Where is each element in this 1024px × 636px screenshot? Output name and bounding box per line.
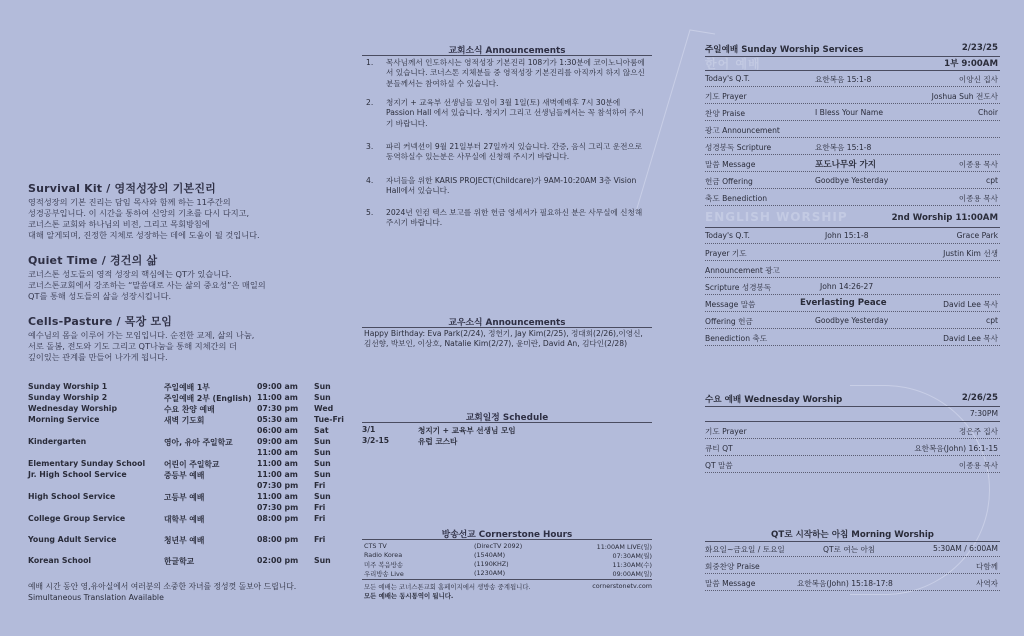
morning-head-row: 화요일~금요일 / 토요일 QT로 여는 아침 5:30AM / 6:00AM xyxy=(705,541,1000,557)
order-row: 광고 Announcement xyxy=(705,122,1000,138)
order-row: QT 말씀 이종용 목사 xyxy=(705,457,1000,473)
cells-line: 예수님의 몸을 이루어 가는 모임입니다. 순전한 교제, 삶의 나눔, xyxy=(28,330,255,340)
schedule-row: Korean School 한글학교 02:00 pm Sun xyxy=(28,556,331,566)
schedule-row: Morning Service 새벽 기도회 05:30 am Tue-Fri xyxy=(28,415,344,425)
divider xyxy=(362,422,652,423)
order-row: Prayer 기도 Justin Kim 선생 xyxy=(705,245,1000,261)
divider xyxy=(362,55,652,56)
survival-kit-title: Survival Kit / 영적성장의 기본진리 xyxy=(28,182,217,195)
broadcast-row: 미주 복음방송 (1190KHZ) 11:30AM(수) xyxy=(364,560,652,569)
quiet-time-section xyxy=(28,252,328,302)
translation-note: Simultaneous Translation Available xyxy=(28,593,164,602)
broadcast-note-2: 모든 예배는 동시통역이 됩니다. xyxy=(364,592,454,600)
broadcast-row: CTS TV (DirecTV 2092) 11:00AM LIVE(일) xyxy=(364,542,652,551)
divider xyxy=(362,539,652,540)
order-row: Announcement 광고 xyxy=(705,262,1000,278)
order-row: 말씀 Message 요한복음(John) 15:18-17:8 사역자 xyxy=(705,575,1000,591)
order-row: Benediction 축도 David Lee 목사 xyxy=(705,330,1000,346)
schedule-row: Wednesday Worship 수요 찬양 예배 07:30 pm Wed xyxy=(28,404,334,414)
member-news-title: 교우소식 Announcements xyxy=(448,318,566,328)
order-row: 기도 Prayer 정은주 집사 xyxy=(705,423,1000,439)
schedule-row: Kindergarten 영아, 유아 주일학교 09:00 am Sun xyxy=(28,437,331,447)
order-row: Offering 헌금 Goodbye Yesterday cpt xyxy=(705,313,1000,329)
schedule-row: 06:00 am Sat xyxy=(257,426,329,435)
calendar-row: 3/2-15 유럽 코스타 xyxy=(362,436,458,446)
right-column xyxy=(705,0,1000,636)
order-row: Today's Q.T. 요한복음 15:1-8 이양신 집사 xyxy=(705,71,1000,87)
broadcast-row: 우리방송 Live (1230AM) 09:00AM(일) xyxy=(364,569,652,578)
broadcast-note-row: 모든 예배는 코너스톤교회 홈페이지에서 생방송 중계됩니다. cornerstonetv.com xyxy=(364,582,652,591)
order-row: 축도 Benediction 이종용 목사 xyxy=(705,190,1000,206)
divider xyxy=(362,579,652,580)
survival-kit-line: 코너스톤 교회와 하나님의 비전, 그리고 목회방침에 xyxy=(28,219,210,229)
childcare-note: 예배 시간 동안 영,유아실에서 여러분의 소중한 자녀를 정성껏 돌보아 드립니다. xyxy=(28,582,297,591)
order-row: 말씀 Message 포도나무와 가지 이종용 목사 xyxy=(705,156,1000,172)
quiet-time-line: 코너스톤 성도들의 영적 성장의 핵심에는 QT가 있습니다. xyxy=(28,269,232,279)
cells-line: 서로 돌봄, 전도와 기도 그리고 QT나눔을 통해 지체간의 더 xyxy=(28,341,237,351)
schedule-row: Elementary Sunday School 어린이 주일학교 11:00 am Sun xyxy=(28,459,331,469)
order-row: Scripture 성경봉독 John 14:26-27 xyxy=(705,279,1000,295)
morning-header: QT로 시작하는 아침 Morning Worship xyxy=(771,530,934,540)
cells-line: 깊이있는 관계를 만들어 나가게 됩니다. xyxy=(28,352,168,362)
birthday-list: Happy Birthday: Eva Park(2/24), 정헌기, Jay Kim(2/25), 정대희(2/26),이영신, 김선향, 박보인, 이상호, Natalie Kim(2/27), 윤미란, David An, 김다인(2/28) xyxy=(364,329,643,349)
schedule-row: 11:00 am Sun xyxy=(257,448,331,457)
first-service-header: 1부 9:00AM xyxy=(944,59,998,69)
website-link[interactable]: cornerstonetv.com xyxy=(592,582,652,590)
order-row: 큐티 QT 요한복음(John) 16:1-15 xyxy=(705,440,1000,456)
schedule-row: Jr. High School Service 중등부 예배 11:00 am Sun xyxy=(28,470,331,480)
sunday-date: 2/23/25 xyxy=(961,43,998,53)
ghost-english-label: ENGLISH WORSHIP xyxy=(705,210,848,224)
survival-kit-section xyxy=(28,180,328,241)
schedule-row: 07:30 pm Fri xyxy=(257,503,326,512)
order-row: 헌금 Offering Goodbye Yesterday cpt xyxy=(705,173,1000,189)
schedule-row: College Group Service 대학부 예배 08:00 pm Fri xyxy=(28,514,326,524)
wednesday-time-row: 7:30PM xyxy=(705,406,1000,422)
wednesday-header: 수요 예배 Wednesday Worship 2/26/25 xyxy=(705,393,998,405)
divider xyxy=(362,327,652,328)
quiet-time-title: Quiet Time / 경건의 삶 xyxy=(28,254,158,267)
order-row: 기도 Prayer Joshua Suh 전도사 xyxy=(705,88,1000,104)
cells-section xyxy=(28,313,328,363)
announcements-title: 교회소식 Announcements xyxy=(448,46,566,56)
survival-kit-line: 영적성장의 기본 진리는 담임 목사와 함께 하는 11주간의 xyxy=(28,197,231,207)
schedule-row: Sunday Worship 1 주일예배 1부 09:00 am Sun xyxy=(28,382,331,392)
broadcast-title: 방송선교 Cornerstone Hours xyxy=(441,530,573,540)
broadcast-row: Radio Korea (1540AM) 07:30AM(월) xyxy=(364,551,652,560)
schedule-row: Sunday Worship 2 주일예배 2부 (English) 11:00 am Sun xyxy=(28,393,331,403)
order-row: 찬양 Praise I Bless Your Name Choir xyxy=(705,105,1000,121)
order-row: Today's Q.T. John 15:1-8 Grace Park xyxy=(705,228,1000,244)
ghost-korean-label: 한어 예배 xyxy=(705,57,761,71)
calendar-row: 3/1 청지기 + 교육부 선생님 모임 xyxy=(362,425,516,435)
survival-kit-line: 대해 알게되며, 진정한 지체로 성장하는 데에 도움이 될 것입니다. xyxy=(28,230,260,240)
left-column xyxy=(28,0,348,636)
sunday-title: 주일예배 Sunday Worship Services xyxy=(705,45,864,55)
order-row: 성경봉독 Scripture 요한복음 15:1-8 xyxy=(705,139,1000,155)
quiet-time-line: 코너스톤교회에서 강조하는 “말씀대로 사는 삶의 중요성”은 매일의 xyxy=(28,280,266,290)
order-row: Message 말씀 Everlasting Peace David Lee 목사 xyxy=(705,296,1000,312)
order-row: 회중찬양 Praise 다함께 xyxy=(705,558,1000,574)
schedule-row: Young Adult Service 청년부 예배 08:00 pm Fri xyxy=(28,535,326,545)
schedule-row: 07:30 pm Fri xyxy=(257,481,326,490)
middle-column: 교회소식 Announcements 1. 목사님께서 인도하시는 영적성장 기본진리 108기가 1:30분에 코이노니아룸에서 있습니다. 코너스톤 지체분들 중 영적성장 기본진리를 아직까지 하지 않으신 분들께서는 참여하실 수 있습니다. 2. 청지기 + 교육부 선생님들 모임이 3월 1일(토) 새벽예배후 7시 30분에 Passion Hall 에서 있습니다. 청지기 그리고 선생님들께서는 꼭 참석하여 주시기 바랍니다. 3. 파리 커넥션이 9월 21일부터 27일까지 있습니다. 간증, 음식 그리고 운전으로 동역하실수 있는분은 사무실에 신청해 주시기 바랍니다. 4. 자녀들을 위한 KARIS PROJECT(Childcare)가 9AM-10:20AM 3층 Vision Hall에서 있습니다. 5. 2024년 인컴 텍스 보고를 위한 헌금 영세서가 필요하신 분은 사무실에 신청해 주시기 바랍니다. 교우소식 Announcements Happy Birthday: Eva Park(2/24), 정헌기, Jay Kim(2/25), 정대희(2/26),이영신, 김선향, 박보인, 이상호, Natalie Kim(2/27), 윤미란, David An, 김다인(2/28) 교회일정 Schedule 3/1 청지기 + 교육부 선생님 모임 3/2-15 유럽 코스타 방송선교 Cornerstone Hours CTS TV (DirecTV 2092) 11:00AM LIVE(일) Radio Korea (1540AM) 07:30AM(월) 미주 복음방송 (1190KHZ) 11:30AM(수) 우리방송 Live (1230AM) 09:00AM(일) 모든 예배는 코너스톤교회 홈페이지에서 생방송 중계됩니다. cornerstonetv.com 모든 예배는 동시통역이 됩니다. xyxy=(362,0,652,636)
schedule-title: 교회일정 Schedule xyxy=(465,413,549,423)
cells-title: Cells-Pasture / 목장 모임 xyxy=(28,315,173,328)
quiet-time-line: QT를 통해 성도들의 삶을 성장시킵니다. xyxy=(28,291,172,301)
schedule-row: High School Service 고등부 예배 11:00 am Sun xyxy=(28,492,331,502)
second-service-header: 2nd Worship 11:00AM xyxy=(891,213,998,223)
survival-kit-line: 성경공부입니다. 이 시간을 통하여 신앙의 기초를 다시 다지고, xyxy=(28,208,250,218)
